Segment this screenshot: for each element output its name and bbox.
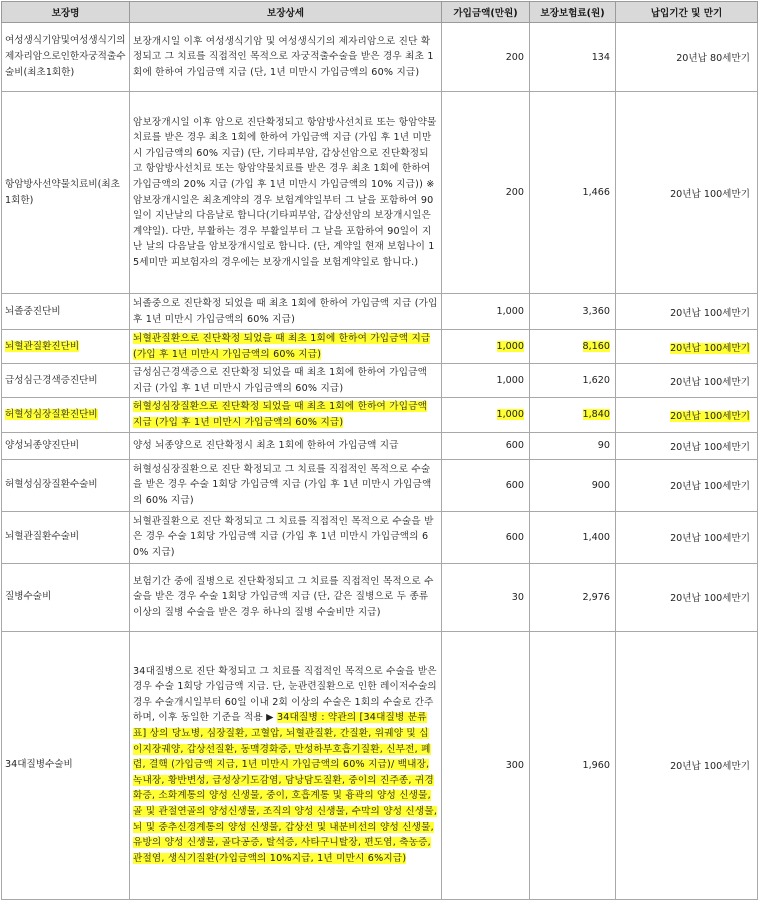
table-row [2,330,758,364]
coverage-table [1,1,758,900]
header-name: 보장명 [2,2,130,23]
table-row [2,511,758,563]
coverage-premium: 900 [530,459,616,511]
coverage-premium: 1,960 [530,631,616,899]
table-header-row [2,2,758,23]
header-period: 납입기간 및 만기 [616,2,758,23]
highlighted-premium: 1,840 [582,409,610,421]
header-premium: 보장보험료(원) [530,2,616,23]
coverage-name: 여성생식기암및여성생식기의제자리암으로인한자궁적출수술비(최초1회한) [2,23,130,92]
coverage-name: 뇌혈관질환수술비 [2,511,130,563]
coverage-detail: 보험기간 중에 질병으로 진단확정되고 그 치료를 직접적인 목적으로 수술을 받은 경우 수술 1회당 가입금액 지급 (단, 같은 질병으로 두 종류 이상의 질병 수술을 받은 경우 하나의 질병 수술비만 지급) [130,563,442,631]
detail-plain: 34대질병으로 진단 확정되고 그 치료를 직접적인 목적으로 수술을 받은 경우 수술 1회당 가입금액 지급. 단, 눈관련질환으로 인한 레이저수술의 경우 수술개시일부터 60일 이내 2회 이상의 수술은 1회의 수술로 간주하며, 이후 동일한 기준을 적용 ▶ [133,665,437,724]
coverage-name [2,398,130,432]
coverage-amount [442,398,530,432]
highlighted-detail: 허혈성심장질환으로 진단확정 되었을 때 최초 1회에 한하여 가입금액 지급 (가입 후 1년 미만시 가입금액의 60% 지급) [133,401,428,428]
coverage-detail [130,330,442,364]
highlighted-amount: 1,000 [496,409,524,421]
table-row [2,398,758,432]
coverage-period: 20년납 100세만기 [616,631,758,899]
table-row [2,631,758,899]
coverage-detail: 뇌혈관질환으로 진단 확정되고 그 치료를 직접적인 목적으로 수술을 받은 경우 수술 1회당 가입금액 지급 (가입 후 1년 미만시 가입금액의 60% 지급) [130,511,442,563]
highlighted-name: 허혈성심장질환진단비 [5,408,98,420]
coverage-amount: 1,000 [442,294,530,330]
coverage-period: 20년납 100세만기 [616,563,758,631]
coverage-amount: 200 [442,92,530,294]
coverage-amount: 300 [442,631,530,899]
coverage-detail: 급성심근경색증으로 진단확정 되었을 때 최초 1회에 한하여 가입금액 지급 (가입 후 1년 미만시 가입금액의 60% 지급) [130,364,442,398]
coverage-detail: 양성 뇌종양으로 진단확정시 최초 1회에 한하여 가입금액 지급 [130,432,442,459]
coverage-amount: 30 [442,563,530,631]
highlighted-detail: 34대질병 : 약관의 [34대질병 분류표] 상의 당뇨병, 심장질환, 고혈압, 뇌혈관질환, 간질환, 위궤양 및 십이지장궤양, 갑상선질환, 동맥경화증, 만성하부호흡기질환, 신부전, 폐렴, 결핵 (가입금액 지급, 1년 미만시 가입금액의 60% 지급)/ 백내장, 녹내장, 황반변성, 급성상기도감염, 담낭담도질환, 중이의 진주종, 귀경화증, 소화계통의 양성 신생물, 중이, 호흡계통 및 흉곽의 양성 신생물, 골 및 관절연골의 양성신생물, 조직의 양성 신생물, 수막의 양성 신생물, 뇌 및 중추신경계통의 양성 신생물, 갑상선 및 내분비선의 양성 신생물, 유방의 양성 신생물, 골다공증, 탈석증, 사타구니탈장, 편도염, 축농증, 관절염, 생식기질환(가입금액의 10%지급, 1년 미만시 6%지급) [133,712,438,864]
coverage-name: 항암방사선약물치료비(최초1회한) [2,92,130,294]
coverage-name: 허혈성심장질환수술비 [2,459,130,511]
coverage-detail: 허혈성심장질환으로 진단 확정되고 그 치료를 직접적인 목적으로 수술을 받은 경우 수술 1회당 가입금액 지급 (가입 후 1년 미만시 가입금액의 60% 지급) [130,459,442,511]
highlighted-amount: 1,000 [496,341,524,353]
coverage-amount: 600 [442,511,530,563]
table-row [2,432,758,459]
highlighted-period: 20년납 100세만기 [670,410,750,422]
table-row [2,563,758,631]
coverage-period: 20년납 100세만기 [616,364,758,398]
coverage-amount [442,330,530,364]
coverage-premium: 1,620 [530,364,616,398]
coverage-premium: 134 [530,23,616,92]
table-row [2,92,758,294]
coverage-premium [530,398,616,432]
coverage-name [2,330,130,364]
coverage-premium: 90 [530,432,616,459]
table-row [2,23,758,92]
coverage-name: 34대질병수술비 [2,631,130,899]
highlighted-detail: 뇌혈관질환으로 진단확정 되었을 때 최초 1회에 한하여 가입금액 지급 (가입 후 1년 미만시 가입금액의 60% 지급) [133,333,431,360]
coverage-period [616,398,758,432]
highlighted-premium: 8,160 [582,341,610,353]
table-row [2,459,758,511]
coverage-name: 양성뇌종양진단비 [2,432,130,459]
coverage-detail: 암보장개시일 이후 암으로 진단확정되고 항암방사선치료 또는 항암약물치료를 받은 경우 최초 1회에 한하여 가입금액 지급 (가입 후 1년 미만시 가입금액의 60% 지급) (단, 기타피부암, 갑상선암으로 진단확정되고 항암방사선치료 또는 항암약물치료를 받은 경우 최초 1회에 한하여 가입금액의 20% 지급 (가입 후 1년 미만시 가입금액의 10% 지급)) ※ 암보장개시일은 최초계약의 경우 보험계약일부터 그 날을 포함하여 90일이 지난날의 다음날로 합니다(기타피부암, 갑상선암의 보장개시일은 계약일). 다만, 부활하는 경우 부활일부터 그 날을 포함하여 90일이 지난 날의 다음날을 암보장개시일로 합니다. (단, 계약일 현재 보험나이 15세미만 피보험자의 경우에는 보장개시일을 보험계약일로 합니다.) [130,92,442,294]
coverage-amount: 200 [442,23,530,92]
coverage-period: 20년납 100세만기 [616,92,758,294]
coverage-period [616,330,758,364]
coverage-amount: 1,000 [442,364,530,398]
coverage-period: 20년납 100세만기 [616,511,758,563]
coverage-premium: 1,466 [530,92,616,294]
coverage-name: 뇌졸중진단비 [2,294,130,330]
coverage-premium: 1,400 [530,511,616,563]
coverage-detail [130,398,442,432]
coverage-detail: 보장개시일 이후 여성생식기암 및 여성생식기의 제자리암으로 진단 확정되고 그 치료를 직접적인 목적으로 자궁적출수술을 받은 경우 최초 1회에 한하여 가입금액 지급 (단, 1년 미만시 가입금액의 60% 지급) [130,23,442,92]
table-row [2,294,758,330]
highlighted-period: 20년납 100세만기 [670,342,750,354]
header-amount: 가입금액(만원) [442,2,530,23]
coverage-name: 급성심근경색증진단비 [2,364,130,398]
coverage-amount: 600 [442,432,530,459]
highlighted-name: 뇌혈관질환진단비 [5,340,80,352]
coverage-detail [130,631,442,899]
coverage-detail: 뇌졸중으로 진단확정 되었을 때 최초 1회에 한하여 가입금액 지급 (가입 후 1년 미만시 가입금액의 60% 지급) [130,294,442,330]
table-row [2,364,758,398]
coverage-amount: 600 [442,459,530,511]
header-detail: 보장상세 [130,2,442,23]
coverage-name: 질병수술비 [2,563,130,631]
coverage-period: 20년납 100세만기 [616,432,758,459]
coverage-period: 20년납 80세만기 [616,23,758,92]
coverage-premium: 2,976 [530,563,616,631]
coverage-period: 20년납 100세만기 [616,294,758,330]
coverage-premium [530,330,616,364]
coverage-period: 20년납 100세만기 [616,459,758,511]
coverage-premium: 3,360 [530,294,616,330]
